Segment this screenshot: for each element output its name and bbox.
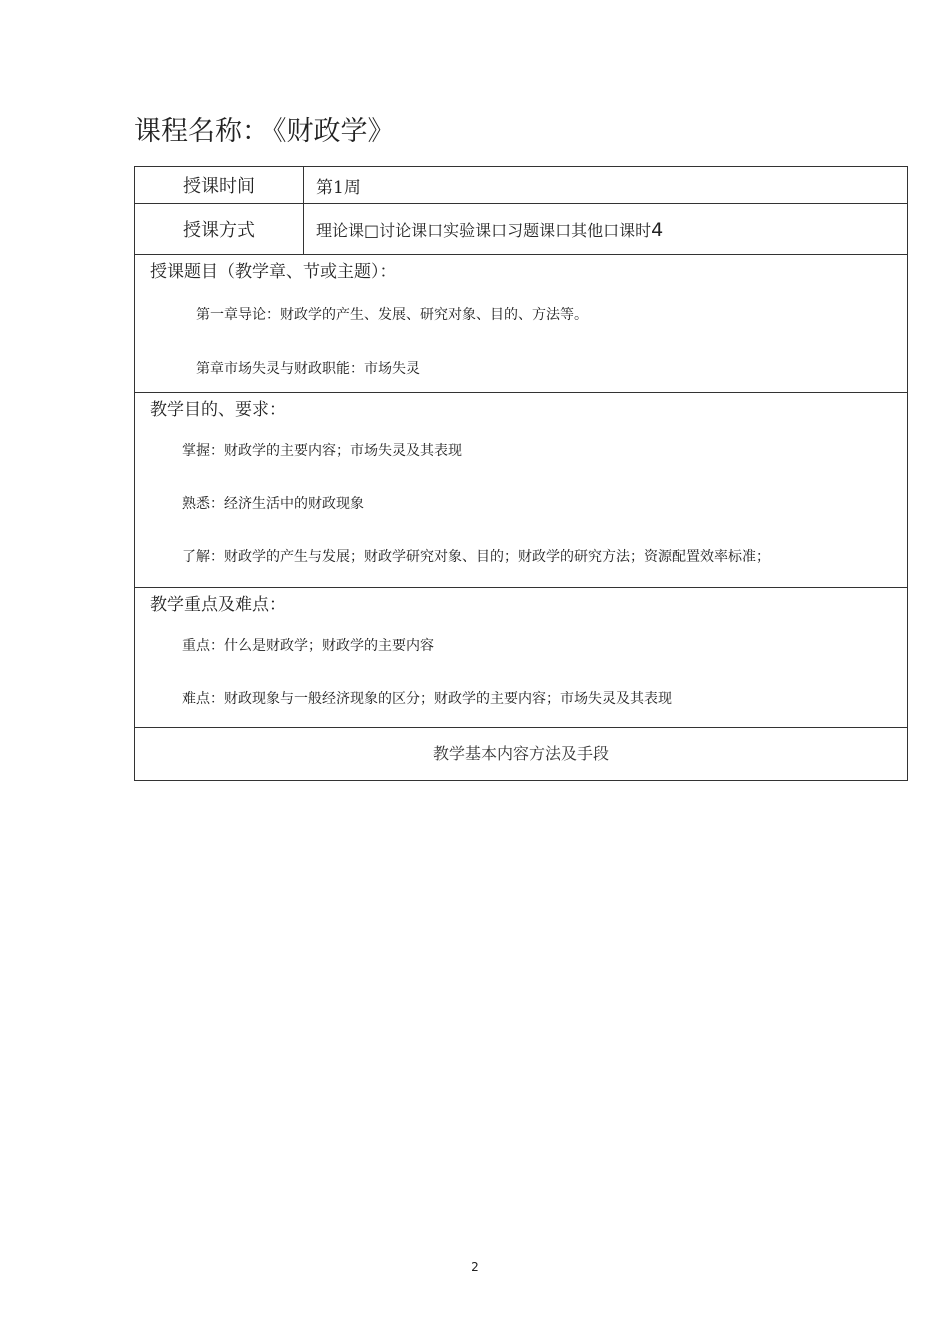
topic-line-1: 第一章导论：财政学的产生、发展、研究对象、目的、方法等。 bbox=[196, 307, 588, 323]
table-row-objectives bbox=[135, 393, 908, 588]
table-row-key-points bbox=[135, 588, 908, 728]
objectives-line-1: 掌握：财政学的主要内容；市场失灵及其表现 bbox=[182, 443, 462, 459]
objectives-line-2: 熟悉：经济生活中的财政现象 bbox=[182, 496, 364, 512]
mode-cell bbox=[304, 204, 908, 255]
objectives-section bbox=[135, 393, 908, 588]
mode-value: 理论课□讨论课口实验课口习题课口其他口课时 bbox=[316, 220, 652, 240]
topic-heading: 授课题目（教学章、节或主题）： bbox=[150, 262, 397, 282]
table-row-content-header bbox=[135, 728, 908, 781]
content-header: 教学基本内容方法及手段 bbox=[135, 728, 908, 781]
page-number: 2 bbox=[471, 1260, 479, 1274]
objectives-heading: 教学目的、要求： bbox=[150, 400, 286, 420]
table-row-mode bbox=[135, 204, 908, 255]
objectives-line-3: 了解：财政学的产生与发展；财政学研究对象、目的；财政学的研究方法；资源配置效率标准； bbox=[182, 549, 770, 565]
time-value: 第1周 bbox=[304, 167, 908, 204]
table-row-time bbox=[135, 167, 908, 204]
key-points-heading: 教学重点及难点： bbox=[150, 595, 286, 615]
time-label: 授课时间 bbox=[135, 167, 304, 204]
topic-section bbox=[135, 255, 908, 393]
lesson-plan-table bbox=[134, 166, 908, 781]
mode-label: 授课方式 bbox=[135, 204, 304, 255]
key-points-line-1: 重点：什么是财政学；财政学的主要内容 bbox=[182, 638, 434, 654]
course-title-name: 《财政学》 bbox=[273, 116, 395, 147]
topic-line-2: 第章市场失灵与财政职能：市场失灵 bbox=[196, 361, 420, 377]
table-row-topic bbox=[135, 255, 908, 393]
key-points-line-2: 难点：财政现象与一般经济现象的区分；财政学的主要内容；市场失灵及其表现 bbox=[182, 691, 672, 707]
page-title bbox=[134, 112, 395, 152]
key-points-section bbox=[135, 588, 908, 728]
course-title-label: 课程名称： bbox=[134, 116, 269, 147]
hours-value: 4 bbox=[651, 218, 664, 241]
